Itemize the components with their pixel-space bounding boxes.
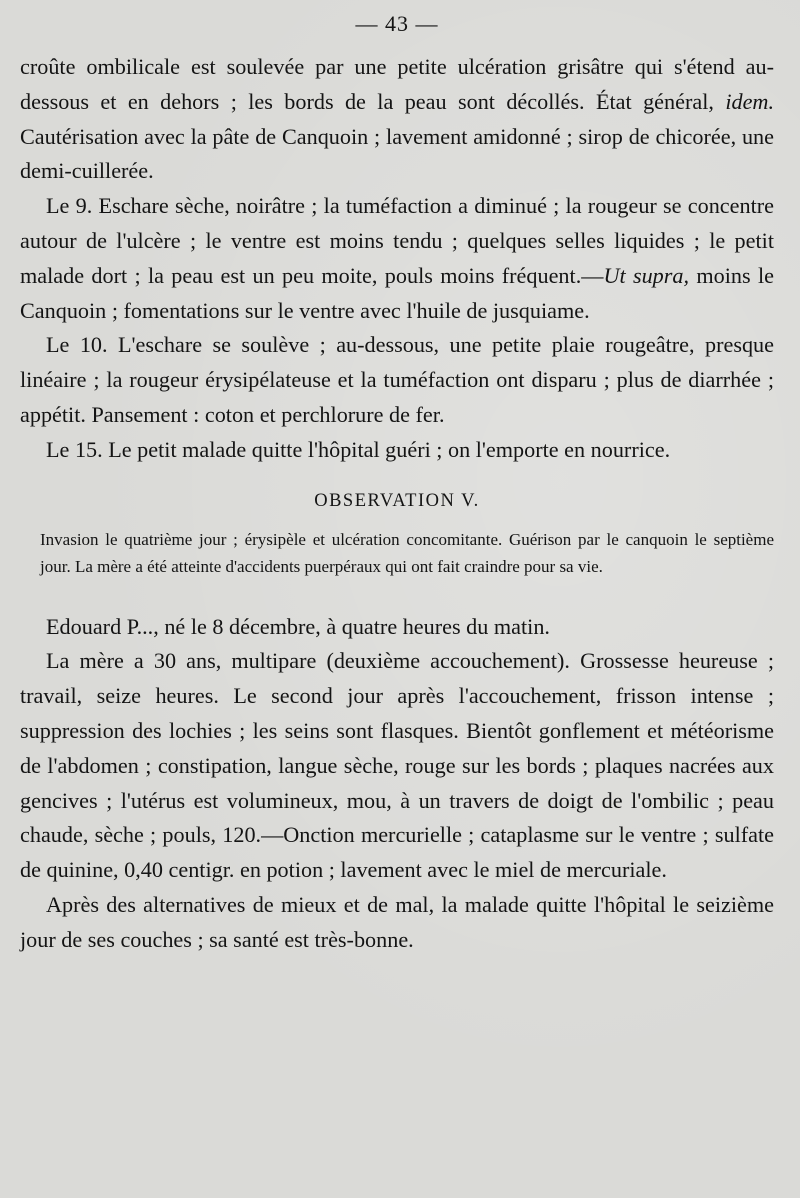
- spacer: [20, 596, 774, 610]
- paragraph-day-15: [20, 433, 774, 468]
- paragraph-continuation: [20, 50, 774, 189]
- paragraph-text-after: Cautérisation avec la pâte de Canquoin ; lavement amidonné ; sirop de chicorée, une demi-cuillerée.: [20, 123, 774, 184]
- observation-summary: Invasion le quatrième jour ; érysipèle et ulcération concomitante. Guérison par le canquoin le septième jour. La mère a été atteinte d'accidents puerpéraux qui ont fait craindre pour sa vie.: [40, 529, 774, 576]
- section-heading: OBSERVATION V.: [314, 490, 480, 511]
- paragraph-text: Le 10. L'eschare se soulève ; au-dessous, une petite plaie rougeâtre, presque linéaire ; la rougeur érysipélateuse et la tuméfaction ont disparu ; plus de diarrhée ; appétit. Pansement : coton et perchlorure de fer.: [20, 332, 774, 427]
- paragraph-text: Le 9. Eschare sèche, noirâtre ; la tuméfaction a diminué ; la rougeur se concentre autour de l'ulcère ; le ventre est moins tendu ; quelques selles liquides ; le petit malade dort ; la peau est un peu moite, pouls moins fréquent.—: [20, 193, 774, 288]
- paragraph-italic: Ut supra,: [603, 262, 690, 288]
- paragraph-text-after: moins le Canquoin ; fomentations sur le ventre avec l'huile de jusquiame.: [20, 262, 774, 323]
- paragraph-patient: Edouard P..., né le 8 décembre, à quatre heures du matin.: [46, 613, 550, 639]
- paragraph-text: croûte ombilicale est soulevée par une petite ulcération grisâtre qui s'étend au-dessous et en dehors ; les bords de la peau sont décollés. État général,: [20, 54, 774, 114]
- paragraph-day-10: [20, 328, 774, 432]
- paragraph-outcome: Après des alternatives de mieux et de mal, la malade quitte l'hôpital le seizième jour de ses couches ; sa santé est très-bonne.: [20, 891, 774, 952]
- paragraph-mother: La mère a 30 ans, multipare (deuxième accouchement). Grossesse heureuse ; travail, seize heures. Le second jour après l'accouchement, frisson intense ; suppression des lochies ; les seins sont flasques. Bientôt gonflement et météorisme de l'abdomen ; constipation, langue sèche, rouge sur les bords ; plaques nacrées aux gencives ; l'utérus est volumineux, mou, à un travers de doigt de l'ombilic ; peau chaude, sèche ; pouls, 120.—Onction mercurielle ; cataplasme sur le ventre ; sulfate de quinine, 0,40 centigr. en potion ; lavement avec le miel de mercuriale.: [20, 648, 774, 883]
- paragraph-day-9: [20, 189, 774, 328]
- paragraph-italic: idem.: [725, 88, 774, 114]
- paragraph-text: Le 15. Le petit malade quitte l'hôpital guéri ; on l'emporte en nourrice.: [46, 436, 671, 462]
- page-number: — 43 —: [355, 11, 439, 36]
